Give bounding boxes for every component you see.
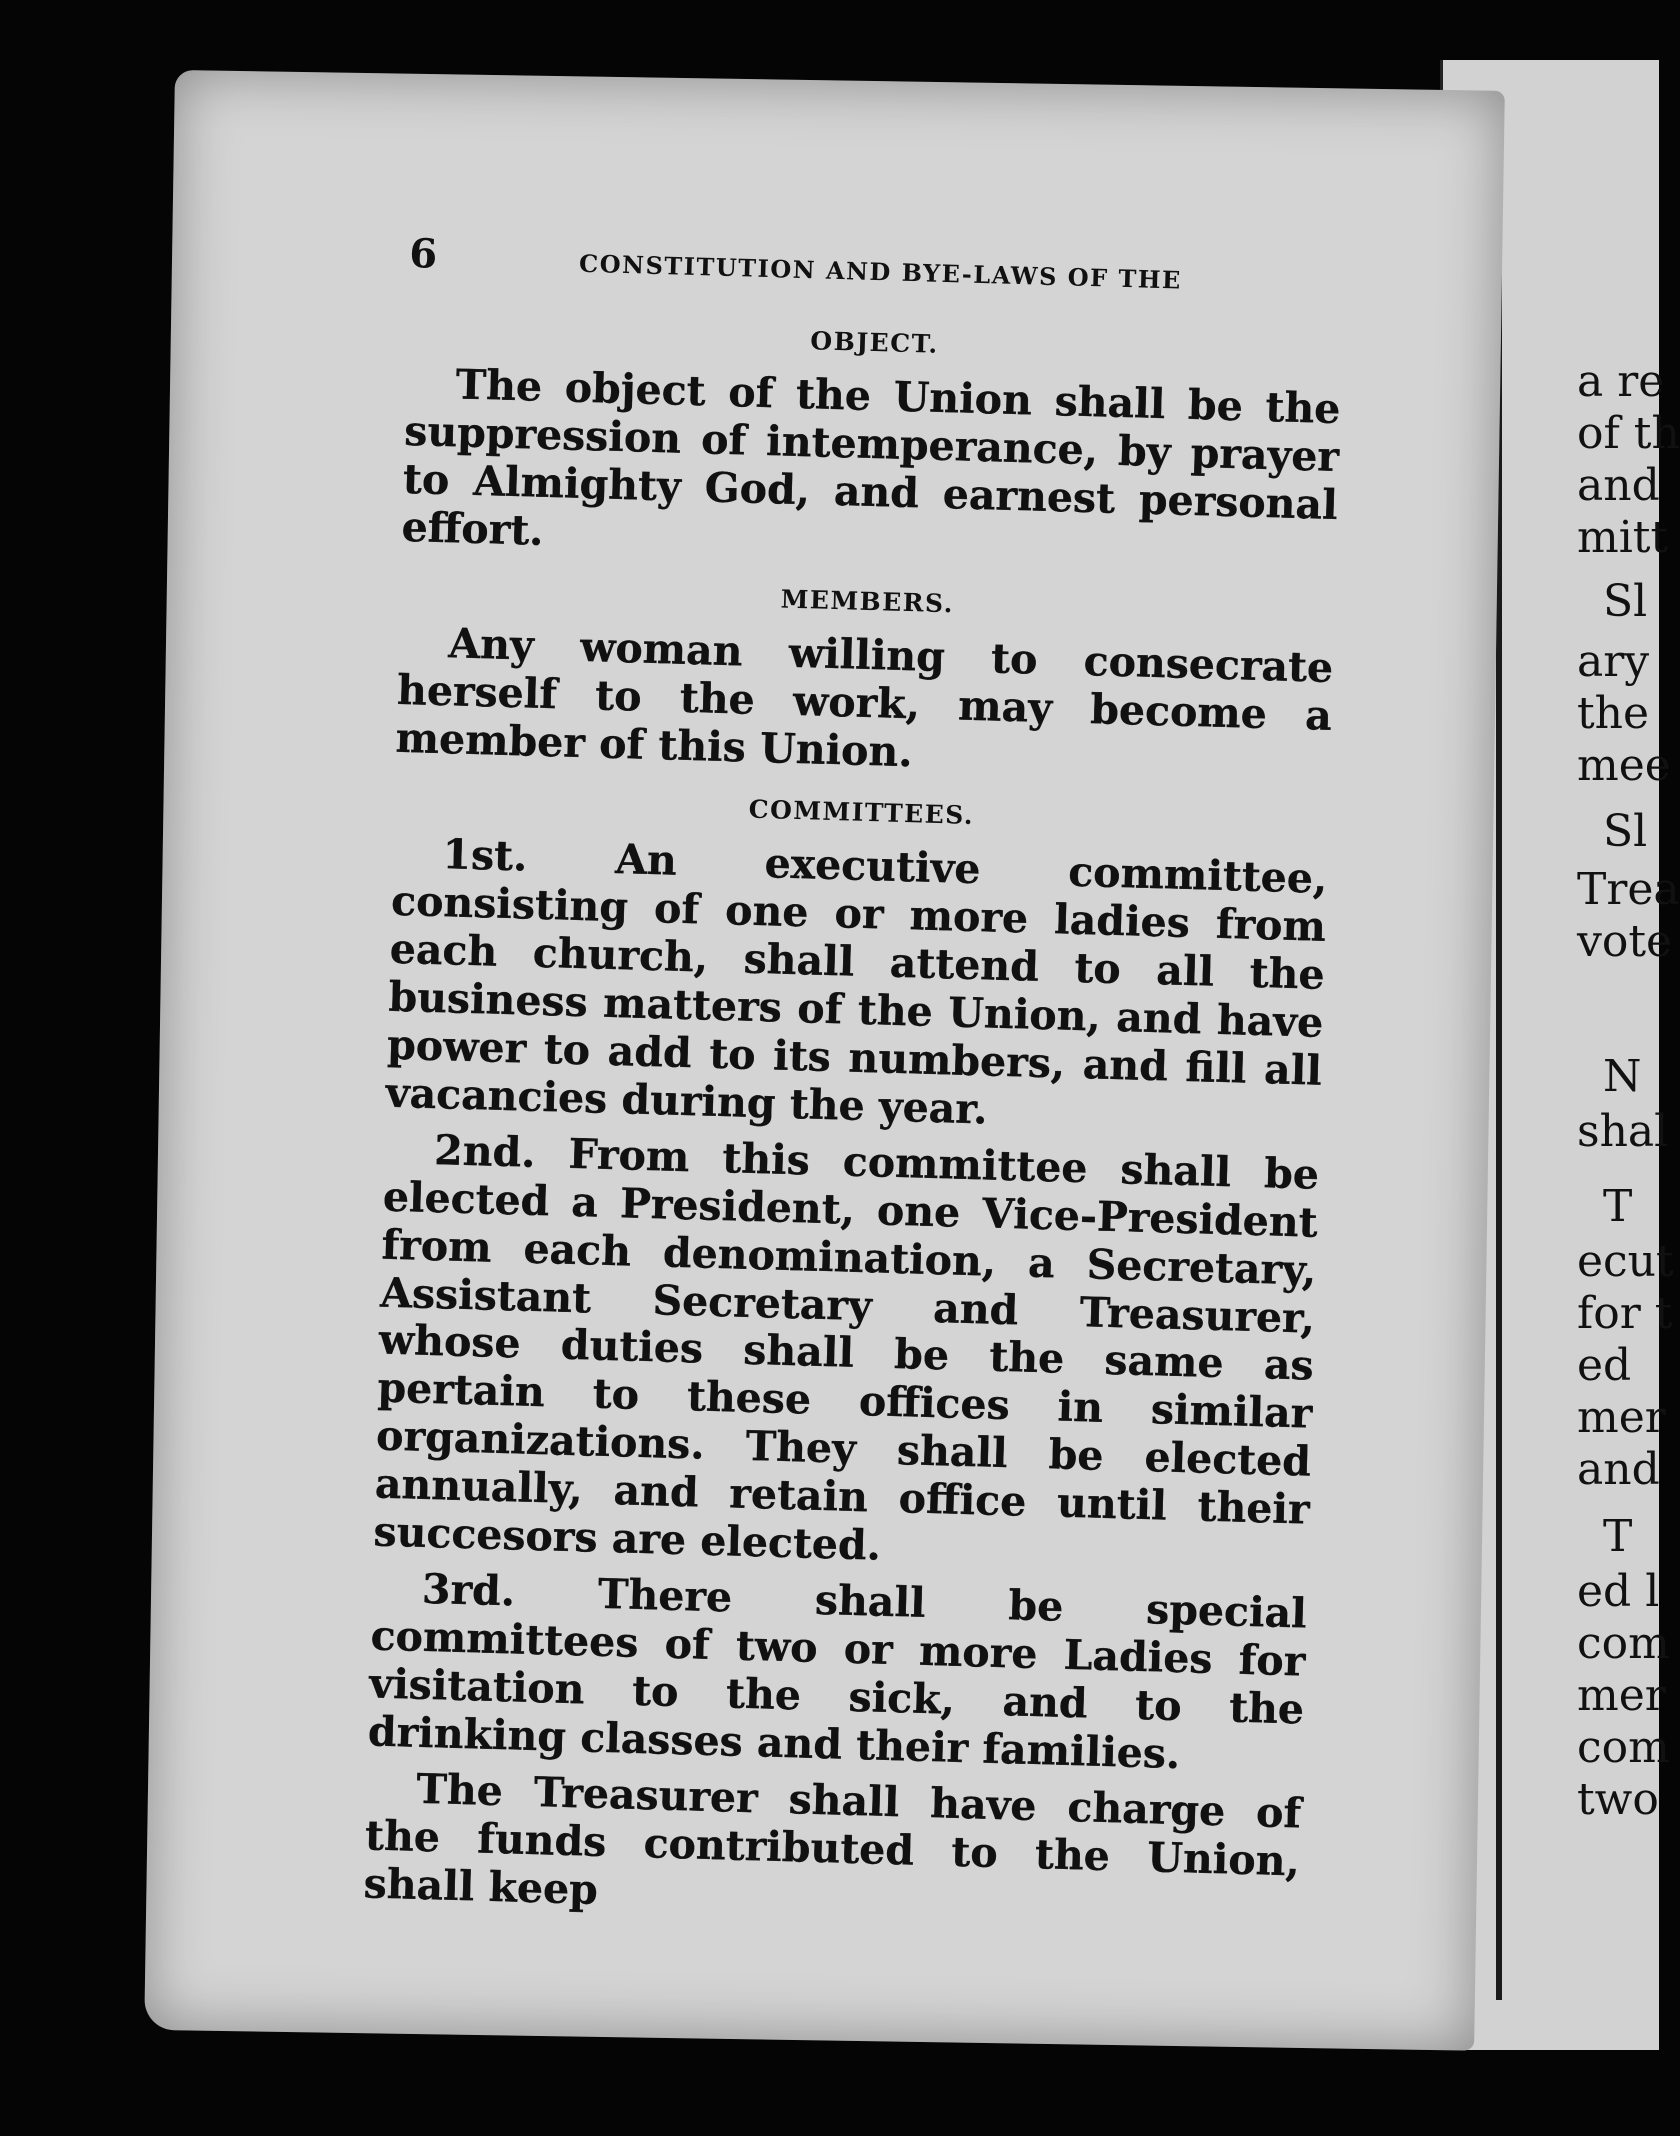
members-paragraph: Any woman willing to consecrate herself to the work, may become a member of this Union. xyxy=(395,619,1334,777)
section-heading-members: MEMBERS. xyxy=(780,584,955,619)
facing-page-fragment: of th xyxy=(1577,408,1680,459)
facing-page-fragment: ed xyxy=(1577,1340,1632,1391)
facing-page-fragment: and xyxy=(1577,1444,1660,1495)
facing-page-fragment: T xyxy=(1603,1511,1633,1562)
page-text-block xyxy=(363,230,1345,1943)
section-heading-committees: COMMITTEES. xyxy=(748,794,975,830)
facing-page-fragment: Trea xyxy=(1577,864,1680,915)
section-heading-object: OBJECT. xyxy=(810,326,940,359)
committees-paragraph-3rd: 3rd. There shall be special committees of two or more Ladies for visitation to the sick, and to the drinking classes and their families. xyxy=(367,1565,1308,1779)
facing-page-fragment: mer xyxy=(1577,1670,1666,1721)
running-title: CONSTITUTION AND BYE-LAWS OF THE xyxy=(578,248,1183,295)
facing-page-fragment: ed l xyxy=(1577,1566,1660,1617)
facing-page-fragment: ecut xyxy=(1577,1236,1674,1287)
facing-page-fragment: mee xyxy=(1577,740,1671,791)
treasurer-paragraph: The Treasurer shall have charge of the funds contributed to the Union, shall keep xyxy=(363,1764,1302,1915)
facing-page-fragment: mitt xyxy=(1577,512,1669,563)
facing-page-fragment: shal xyxy=(1577,1106,1669,1157)
facing-page-fragment: the xyxy=(1577,688,1650,739)
committees-paragraph-2nd: 2nd. From this committee shall be elected a President, one Vice-President from each denomination, a Secretary, Assistant Secretary and Treasurer, whose duties shall be the same as pertain to these offices in similar organizations. They shall be elected annually, and retain office until their succesors are elected. xyxy=(372,1125,1320,1570)
facing-page-fragment: com xyxy=(1577,1618,1670,1669)
committees-paragraph-1st: 1st. An executive committee, consisting of one or more ladies from each church, shall attend to all the business matters of the Union, and have power to add to its numbers, and fill all vacancies during the year. xyxy=(385,829,1328,1134)
facing-page-fragment: ary xyxy=(1577,636,1650,687)
page-number: 6 xyxy=(408,230,438,278)
facing-page-fragment: vote xyxy=(1577,916,1673,967)
facing-page-fragment: mer xyxy=(1577,1392,1666,1443)
facing-page-fragment: T xyxy=(1603,1181,1633,1232)
facing-page-fragment: two xyxy=(1577,1774,1659,1825)
facing-page-fragment: for t xyxy=(1577,1288,1673,1339)
facing-page-fragment: Sl xyxy=(1603,576,1648,627)
object-paragraph: The object of the Union shall be the suppression of intemperance, by prayer to Almighty God, and earnest personal effort. xyxy=(401,360,1342,555)
facing-page-fragment: a re xyxy=(1577,356,1665,407)
facing-page-fragment: N xyxy=(1603,1051,1642,1102)
facing-page-fragment: com xyxy=(1577,1722,1670,1773)
facing-page-fragment: and xyxy=(1577,460,1660,511)
facing-page-fragment: Sl xyxy=(1603,806,1648,857)
